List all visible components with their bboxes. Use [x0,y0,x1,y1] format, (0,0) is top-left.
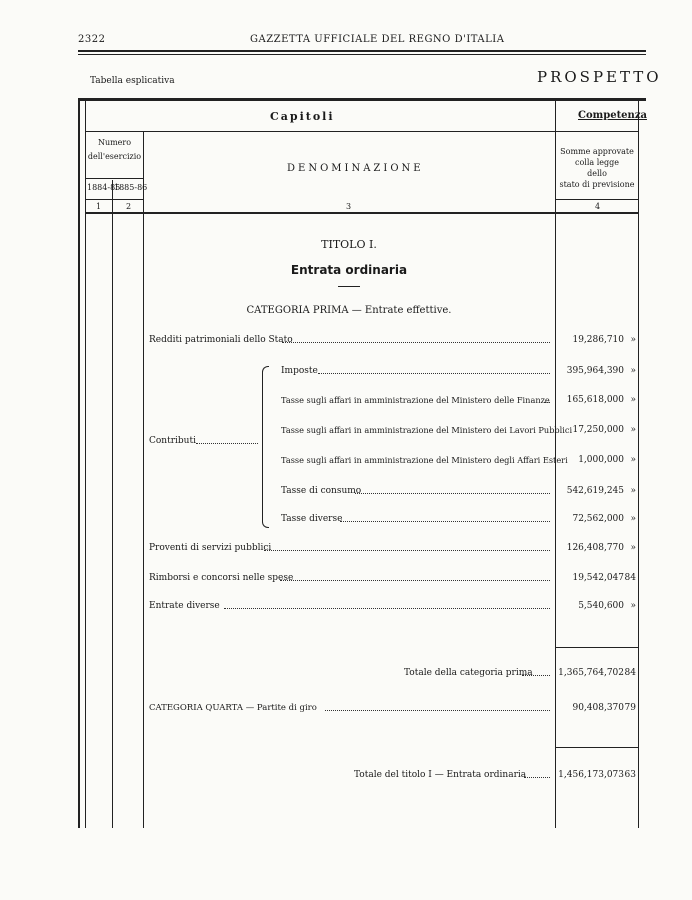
row-label: Tasse di consumo [281,486,362,496]
esercizio-heading: dell'esercizio [87,152,142,161]
head-bottom-rule [86,212,638,214]
row-cents: » [630,366,636,376]
title-dash [338,286,360,287]
leader-dots [282,342,550,343]
capitoli-heading: Capitoli [270,110,335,123]
col-divider-2 [143,132,144,828]
subheader-left: Tabella esplicativa [90,76,175,86]
row-value: 165,618,000 [566,395,624,405]
leader-dots [325,710,550,711]
year-col2: 1885-86 [114,183,148,192]
row-cents: » [630,395,636,405]
row-cents: » [630,335,636,345]
contributi-label: Contributi [149,436,196,446]
categoria-prima-heading: CATEGORIA PRIMA — Entrate effettive. [246,305,452,316]
row-value: 72,562,000 [572,514,624,524]
year-col1: 1884-85 [87,183,121,192]
idx-col2: 2 [126,202,132,211]
row-label: Entrate diverse [149,601,220,611]
row-label: Tasse sugli affari in amministrazione del Ministero delle Finanze [281,395,550,405]
row-label: Proventi di servizi pubblici [149,543,272,553]
col-divider-1 [112,180,113,828]
idx-col4: 4 [595,202,601,211]
head-row-rule [86,131,638,132]
gazette-title: GAZZETTA UFFICIALE DEL REGNO D'ITALIA [250,34,505,45]
idx-col3: 3 [346,202,352,211]
years-rule [86,178,143,179]
somme-line2: colla legge [575,158,619,167]
header-rule [78,50,646,52]
somme-line4: stato di previsione [559,180,635,189]
titolo: TITOLO I. [321,238,377,251]
competenza-heading: Competenza [578,110,647,121]
leader-dots [544,402,550,403]
somme-line1: Somme approvate [560,147,634,156]
cat-quarta-cents: 79 [624,703,636,713]
leader-dots [280,580,550,581]
totale-cat-cents: 84 [624,668,636,678]
row-label: Tasse sugli affari in amministrazione del Ministero degli Affari Esteri [281,455,568,465]
table-left-border [78,98,80,828]
leader-dots [224,608,550,609]
leader-dots [264,550,550,551]
header-rule-thin [78,54,646,55]
row-label: Imposte [281,366,318,376]
leader-dots [196,443,258,444]
leader-dots [318,373,550,374]
idx-rule-right [556,199,638,200]
totale-cat-label: Totale della categoria prima [404,668,533,678]
total-rule [556,647,638,648]
row-label: Rimborsi e concorsi nelle spese [149,573,294,583]
row-cents: » [630,514,636,524]
leader-dots [524,777,550,778]
somme-line3: dello [587,169,607,178]
contributi-brace [262,366,269,528]
leader-dots [522,675,550,676]
row-cents: » [630,455,636,465]
totale-cat-value: 1,365,764,702 [558,668,624,678]
total-rule [556,747,638,748]
leader-dots [340,521,550,522]
entrata-heading: Entrata ordinaria [290,263,408,277]
row-label: Tasse sugli affari in amministrazione del Ministero dei Lavori Pubblici [281,425,573,435]
numero-heading: Numero [97,138,132,147]
totale-titolo-label: Totale del titolo I — Entrata ordinaria [354,770,527,780]
table-top-rule [78,98,646,101]
cat-quarta-label: CATEGORIA QUARTA — Partite di giro [149,703,317,713]
row-value: 5,540,600 [578,601,624,611]
row-value: 542,619,245 [566,486,624,496]
idx-col1: 1 [96,202,102,211]
leader-dots [355,493,550,494]
row-label: Tasse diverse [281,514,343,524]
subheader-right: PROSPETTO [537,68,662,86]
row-cents: » [630,601,636,611]
row-value: 17,250,000 [572,425,624,435]
row-cents: 84 [624,573,636,583]
table-inner-left [85,101,86,828]
row-value: 126,408,770 [566,543,624,553]
page-number: 2322 [78,34,106,45]
row-value: 19,286,710 [572,335,624,345]
totale-titolo-cents: 63 [624,770,636,780]
cat-quarta-value: 90,408,370 [572,703,624,713]
row-value: 395,964,390 [566,366,624,376]
row-value: 19,542,047 [572,573,624,583]
row-cents: » [630,425,636,435]
row-value: 1,000,000 [578,455,624,465]
row-label: Redditi patrimoniali dello Stato [149,335,293,345]
table-right-border [638,101,639,828]
totale-titolo-value: 1,456,173,073 [558,770,624,780]
row-cents: » [630,543,636,553]
row-cents: » [630,486,636,496]
denominazione-heading: DENOMINAZIONE [287,163,424,174]
idx-rule [86,199,143,200]
